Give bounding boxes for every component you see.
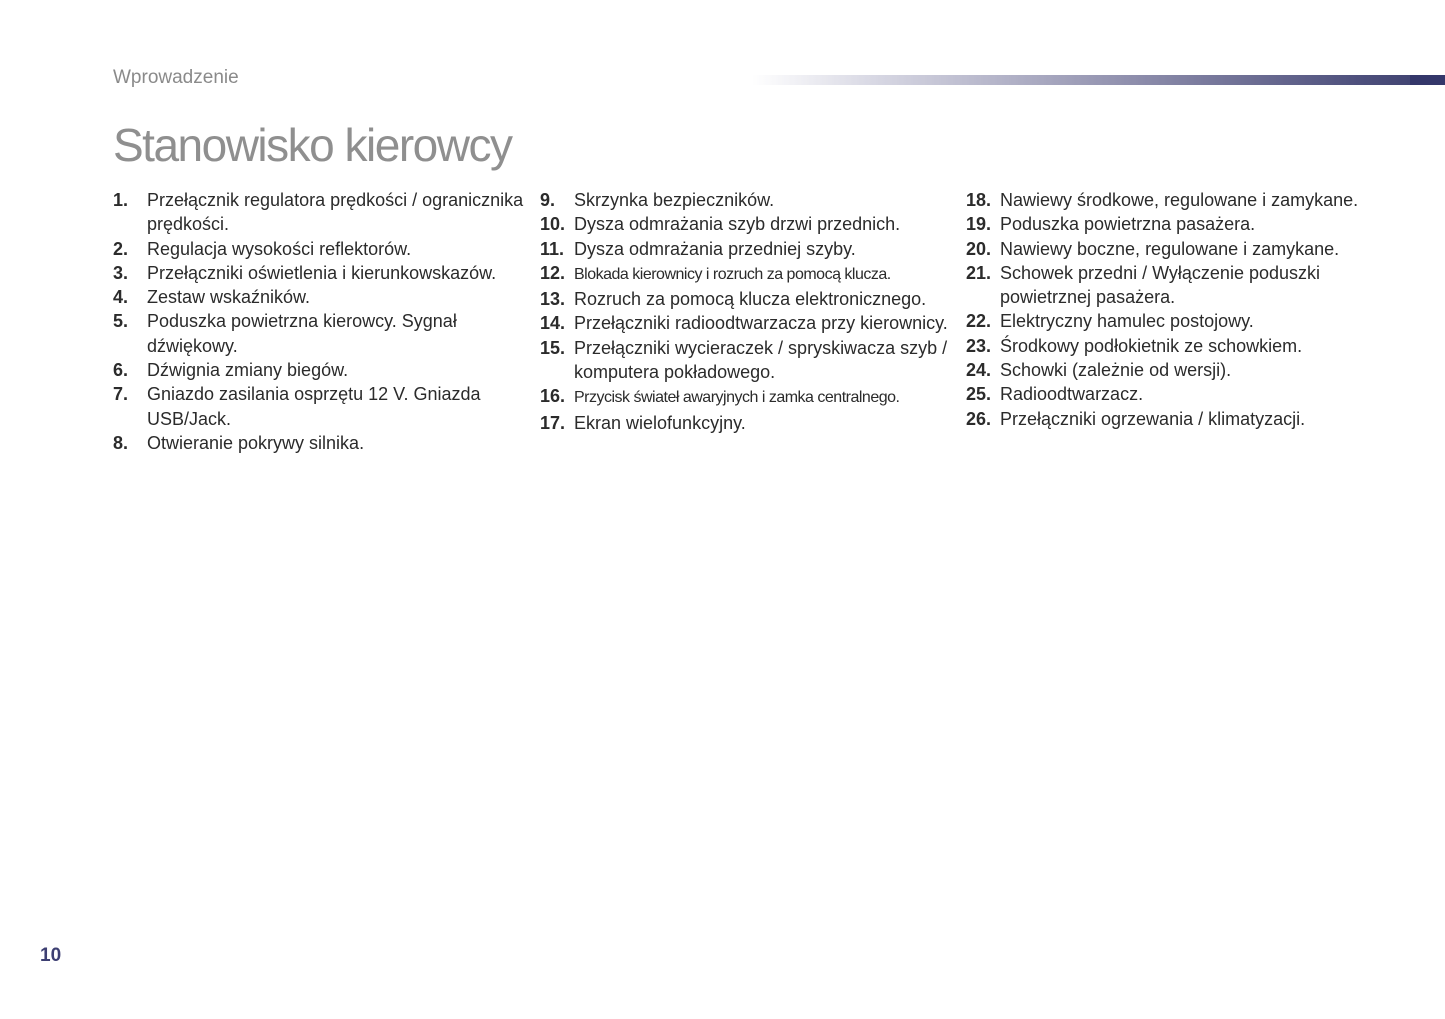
- legend-item-number: 4.: [113, 287, 129, 308]
- legend-item: [966, 407, 1406, 431]
- section-label: Wprowadzenie: [113, 67, 239, 88]
- legend-item-number: 18.: [966, 190, 992, 210]
- legend-item-text: Przycisk świateł awaryjnych i zamka centralnego.: [574, 389, 900, 407]
- header-bar-end: [1410, 75, 1445, 85]
- legend-item-number: 19.: [966, 214, 992, 235]
- legend-item-text: Nawiewy boczne, regulowane i zamykane.: [1000, 238, 1340, 259]
- legend-item: [540, 384, 960, 410]
- legend-item-text: Dysza odmrażania szyb drzwi przednich.: [574, 214, 901, 235]
- legend-item-text: Gniazdo zasilania osprzętu 12 V. Gniazda USB/Jack.: [147, 384, 481, 429]
- legend-item-text: Dysza odmrażania przedniej szyby.: [574, 238, 856, 259]
- legend-item-text: Schowek przedni / Wyłączenie poduszki powietrznej pasażera.: [1000, 262, 1320, 308]
- legend-item-number: 20.: [966, 238, 992, 259]
- legend-item-text: Otwieranie pokrywy silnika.: [147, 432, 365, 453]
- legend-item: [966, 212, 1406, 236]
- legend-item: [540, 411, 960, 435]
- legend-column-3: [966, 188, 1406, 431]
- legend-item: [966, 334, 1406, 358]
- legend-item-text: Środkowy podłokietnik ze schowkiem.: [1000, 335, 1303, 356]
- legend-item-text: Skrzynka bezpieczników.: [574, 190, 775, 210]
- legend-item-number: 21.: [966, 262, 992, 283]
- legend-item-number: 9.: [540, 190, 556, 210]
- legend-item-number: 8.: [113, 432, 129, 453]
- legend-item: [540, 212, 960, 236]
- legend-item-text: Rozruch za pomocą klucza elektronicznego.: [574, 289, 927, 310]
- legend-item-number: 13.: [540, 289, 566, 310]
- legend-item: [540, 261, 960, 287]
- legend-item-number: 11.: [540, 238, 565, 259]
- legend-item-number: 15.: [540, 337, 566, 358]
- legend-item-text: Dźwignia zmiany biegów.: [147, 360, 349, 381]
- legend-item-text: Schowki (zależnie od wersji).: [1000, 360, 1232, 381]
- legend-item: [113, 431, 533, 455]
- legend-item-text: Przełączniki oświetlenia i kierunkowskazów.: [147, 262, 497, 283]
- legend-item-number: 12.: [540, 262, 566, 283]
- legend-item-text: Przełącznik regulatora prędkości / ogranicznika prędkości.: [147, 190, 524, 235]
- legend-item: [113, 237, 533, 261]
- legend-item-number: 22.: [966, 311, 992, 332]
- legend-item: [540, 237, 960, 261]
- legend-item: [113, 285, 533, 309]
- legend-item: [113, 188, 533, 237]
- legend-item: [113, 358, 533, 382]
- legend-item-text: Przełączniki ogrzewania / klimatyzacji.: [1000, 408, 1306, 429]
- legend-item: [966, 261, 1406, 310]
- header-gradient-bar: [752, 75, 1445, 85]
- legend-item-number: 6.: [113, 360, 129, 381]
- legend-item-number: 2.: [113, 238, 129, 259]
- legend-item: [540, 336, 960, 385]
- legend-item-number: 7.: [113, 384, 129, 405]
- legend-item-text: Radioodtwarzacz.: [1000, 384, 1144, 405]
- page-title: Stanowisko kierowcy: [113, 119, 512, 171]
- legend-item-number: 25.: [966, 384, 992, 405]
- legend-item-number: 10.: [540, 214, 566, 235]
- legend-item: [966, 237, 1406, 261]
- legend-item-text: Ekran wielofunkcyjny.: [574, 412, 746, 433]
- legend-column-1: [113, 188, 533, 455]
- legend-item-number: 1.: [113, 190, 129, 210]
- legend-item-number: 17.: [540, 412, 566, 433]
- legend-item: [113, 261, 533, 285]
- legend-item-text: Blokada kierownicy i rozruch za pomocą klucza.: [574, 265, 891, 283]
- legend-item-text: Poduszka powietrzna kierowcy. Sygnał dźwiękowy.: [147, 311, 457, 356]
- legend-item: [540, 188, 960, 212]
- page-number: 10: [40, 945, 62, 966]
- legend-item: [966, 309, 1406, 333]
- legend-item-text: Poduszka powietrzna pasażera.: [1000, 214, 1256, 235]
- legend-item-number: 23.: [966, 335, 992, 356]
- legend-item: [966, 188, 1406, 212]
- legend-item: [966, 382, 1406, 406]
- legend-item-text: Zestaw wskaźników.: [147, 287, 311, 308]
- legend-item-number: 5.: [113, 311, 129, 332]
- legend-item: [966, 358, 1406, 382]
- legend-item-number: 14.: [540, 313, 566, 334]
- legend-item: [113, 309, 533, 358]
- legend-item: [540, 287, 960, 311]
- legend-item-number: 3.: [113, 262, 129, 283]
- legend-item-text: Przełączniki radioodtwarzacza przy kierownicy.: [574, 313, 948, 334]
- legend-item: [113, 382, 533, 431]
- legend-item-number: 24.: [966, 360, 992, 381]
- legend-column-2: [540, 188, 960, 435]
- legend-item: [540, 311, 960, 335]
- legend-item-number: 26.: [966, 408, 992, 429]
- legend-item-text: Regulacja wysokości reflektorów.: [147, 238, 412, 259]
- legend-item-text: Elektryczny hamulec postojowy.: [1000, 311, 1254, 332]
- legend-item-text: Przełączniki wycieraczek / spryskiwacza szyb / komputera pokładowego.: [574, 337, 948, 383]
- legend-item-text: Nawiewy środkowe, regulowane i zamykane.: [1000, 190, 1359, 210]
- legend-item-number: 16.: [540, 386, 566, 407]
